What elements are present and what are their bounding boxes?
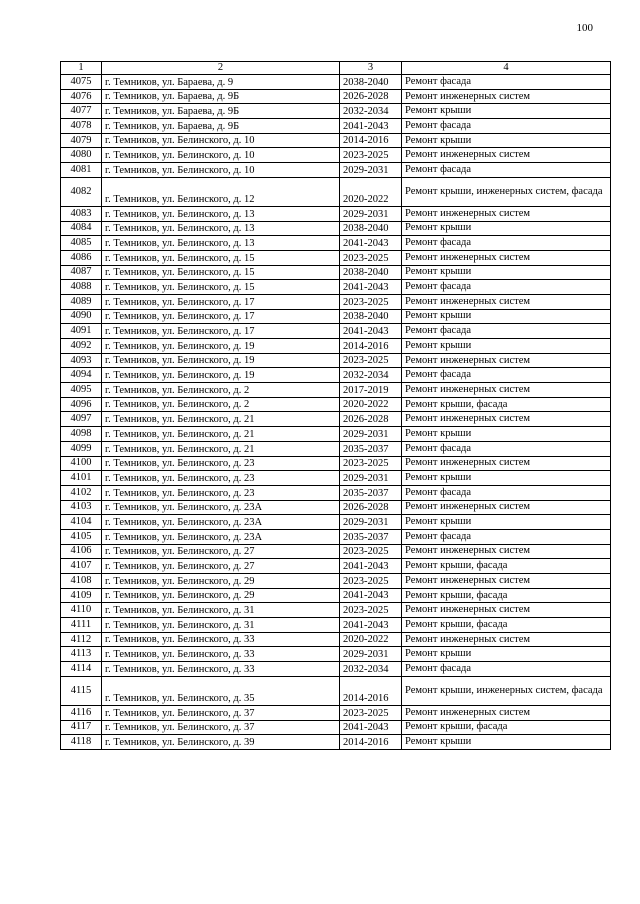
work-type-cell: Ремонт крыши <box>402 515 611 530</box>
table-row <box>61 177 611 206</box>
table-row <box>61 618 611 633</box>
period-cell: 2038-2040 <box>340 265 402 280</box>
row-number-cell: 4107 <box>61 559 102 574</box>
address-cell: г. Темников, ул. Белинского, д. 10 <box>102 148 340 163</box>
row-number-cell: 4095 <box>61 383 102 398</box>
period-cell: 2029-2031 <box>340 647 402 662</box>
table-row <box>61 647 611 662</box>
table-row <box>61 280 611 295</box>
address-cell: г. Темников, ул. Белинского, д. 10 <box>102 163 340 178</box>
period-cell: 2035-2037 <box>340 441 402 456</box>
table-header <box>61 62 611 75</box>
address-cell: г. Темников, ул. Белинского, д. 31 <box>102 618 340 633</box>
work-type-cell: Ремонт фасада <box>402 236 611 251</box>
address-cell: г. Темников, ул. Белинского, д. 2 <box>102 383 340 398</box>
row-number-cell: 4096 <box>61 397 102 412</box>
period-cell: 2038-2040 <box>340 75 402 90</box>
row-number-cell: 4084 <box>61 221 102 236</box>
address-cell: г. Темников, ул. Белинского, д. 37 <box>102 705 340 720</box>
address-cell: г. Темников, ул. Бараева, д. 9Б <box>102 89 340 104</box>
table-row <box>61 471 611 486</box>
row-number-cell: 4089 <box>61 294 102 309</box>
table-row <box>61 662 611 677</box>
row-number-cell: 4081 <box>61 163 102 178</box>
work-type-cell: Ремонт инженерных систем <box>402 206 611 221</box>
work-type-cell: Ремонт крыши <box>402 221 611 236</box>
table-row <box>61 588 611 603</box>
row-number-cell: 4078 <box>61 119 102 134</box>
address-cell: г. Темников, ул. Белинского, д. 23 <box>102 471 340 486</box>
table-row <box>61 485 611 500</box>
work-type-cell: Ремонт крыши <box>402 133 611 148</box>
address-cell: г. Темников, ул. Белинского, д. 19 <box>102 353 340 368</box>
work-type-cell: Ремонт крыши <box>402 471 611 486</box>
work-type-cell: Ремонт фасада <box>402 75 611 90</box>
period-cell: 2041-2043 <box>340 119 402 134</box>
period-cell: 2023-2025 <box>340 250 402 265</box>
period-cell: 2035-2037 <box>340 485 402 500</box>
address-cell: г. Темников, ул. Белинского, д. 15 <box>102 280 340 295</box>
work-type-cell: Ремонт крыши <box>402 104 611 119</box>
work-type-cell: Ремонт крыши <box>402 735 611 750</box>
work-type-cell: Ремонт инженерных систем <box>402 412 611 427</box>
table-row <box>61 574 611 589</box>
row-number-cell: 4076 <box>61 89 102 104</box>
period-cell: 2038-2040 <box>340 309 402 324</box>
table-row <box>61 324 611 339</box>
work-type-cell: Ремонт инженерных систем <box>402 574 611 589</box>
work-type-cell: Ремонт инженерных систем <box>402 603 611 618</box>
row-number-cell: 4100 <box>61 456 102 471</box>
work-type-cell: Ремонт инженерных систем <box>402 705 611 720</box>
period-cell: 2014-2016 <box>340 676 402 705</box>
work-type-cell: Ремонт крыши, фасада <box>402 720 611 735</box>
work-type-cell: Ремонт инженерных систем <box>402 632 611 647</box>
row-number-cell: 4111 <box>61 618 102 633</box>
table-row <box>61 705 611 720</box>
address-cell: г. Темников, ул. Белинского, д. 10 <box>102 133 340 148</box>
work-type-cell: Ремонт крыши, фасада <box>402 559 611 574</box>
period-cell: 2041-2043 <box>340 588 402 603</box>
row-number-cell: 4118 <box>61 735 102 750</box>
period-cell: 2020-2022 <box>340 177 402 206</box>
table-row <box>61 515 611 530</box>
address-cell: г. Темников, ул. Белинского, д. 39 <box>102 735 340 750</box>
period-cell: 2029-2031 <box>340 471 402 486</box>
table-row <box>61 221 611 236</box>
table-row <box>61 89 611 104</box>
row-number-cell: 4092 <box>61 339 102 354</box>
period-cell: 2023-2025 <box>340 603 402 618</box>
work-type-cell: Ремонт инженерных систем <box>402 89 611 104</box>
row-number-cell: 4090 <box>61 309 102 324</box>
work-type-cell: Ремонт инженерных систем <box>402 353 611 368</box>
address-cell: г. Темников, ул. Белинского, д. 23 <box>102 456 340 471</box>
period-cell: 2029-2031 <box>340 163 402 178</box>
row-number-cell: 4112 <box>61 632 102 647</box>
work-type-cell: Ремонт крыши, инженерных систем, фасада <box>402 676 611 705</box>
table-row <box>61 339 611 354</box>
row-number-cell: 4087 <box>61 265 102 280</box>
address-cell: г. Темников, ул. Белинского, д. 13 <box>102 236 340 251</box>
period-cell: 2020-2022 <box>340 397 402 412</box>
address-cell: г. Темников, ул. Белинского, д. 23А <box>102 515 340 530</box>
work-type-cell: Ремонт крыши, фасада <box>402 397 611 412</box>
row-number-cell: 4114 <box>61 662 102 677</box>
table-row <box>61 735 611 750</box>
address-cell: г. Темников, ул. Белинского, д. 27 <box>102 544 340 559</box>
address-cell: г. Темников, ул. Белинского, д. 17 <box>102 309 340 324</box>
period-cell: 2032-2034 <box>340 662 402 677</box>
table-row <box>61 427 611 442</box>
period-cell: 2023-2025 <box>340 148 402 163</box>
period-cell: 2020-2022 <box>340 632 402 647</box>
work-type-cell: Ремонт фасада <box>402 485 611 500</box>
period-cell: 2029-2031 <box>340 515 402 530</box>
address-cell: г. Темников, ул. Белинского, д. 31 <box>102 603 340 618</box>
work-type-cell: Ремонт крыши, инженерных систем, фасада <box>402 177 611 206</box>
header-cell-3: 3 <box>340 62 402 75</box>
period-cell: 2026-2028 <box>340 89 402 104</box>
table-row <box>61 559 611 574</box>
work-type-cell: Ремонт крыши <box>402 339 611 354</box>
period-cell: 2035-2037 <box>340 529 402 544</box>
table-row <box>61 412 611 427</box>
row-number-cell: 4079 <box>61 133 102 148</box>
row-number-cell: 4091 <box>61 324 102 339</box>
address-cell: г. Темников, ул. Белинского, д. 21 <box>102 427 340 442</box>
work-type-cell: Ремонт крыши <box>402 309 611 324</box>
row-number-cell: 4098 <box>61 427 102 442</box>
header-cell-1: 1 <box>61 62 102 75</box>
work-type-cell: Ремонт инженерных систем <box>402 500 611 515</box>
table-row <box>61 383 611 398</box>
table-row <box>61 250 611 265</box>
work-type-cell: Ремонт инженерных систем <box>402 250 611 265</box>
header-row <box>61 62 611 75</box>
work-type-cell: Ремонт фасада <box>402 324 611 339</box>
row-number-cell: 4106 <box>61 544 102 559</box>
page-number: 100 <box>576 22 593 34</box>
table-row <box>61 75 611 90</box>
work-type-cell: Ремонт фасада <box>402 662 611 677</box>
work-type-cell: Ремонт инженерных систем <box>402 294 611 309</box>
row-number-cell: 4083 <box>61 206 102 221</box>
table-row <box>61 133 611 148</box>
work-type-cell: Ремонт фасада <box>402 119 611 134</box>
period-cell: 2023-2025 <box>340 544 402 559</box>
address-cell: г. Темников, ул. Белинского, д. 29 <box>102 574 340 589</box>
period-cell: 2041-2043 <box>340 559 402 574</box>
address-cell: г. Темников, ул. Белинского, д. 23 <box>102 485 340 500</box>
period-cell: 2023-2025 <box>340 574 402 589</box>
period-cell: 2023-2025 <box>340 294 402 309</box>
table-row <box>61 206 611 221</box>
row-number-cell: 4077 <box>61 104 102 119</box>
table-row <box>61 265 611 280</box>
period-cell: 2041-2043 <box>340 618 402 633</box>
row-number-cell: 4116 <box>61 705 102 720</box>
address-cell: г. Темников, ул. Бараева, д. 9 <box>102 75 340 90</box>
work-type-cell: Ремонт фасада <box>402 368 611 383</box>
table-row <box>61 441 611 456</box>
address-cell: г. Темников, ул. Белинского, д. 17 <box>102 294 340 309</box>
row-number-cell: 4109 <box>61 588 102 603</box>
address-cell: г. Темников, ул. Белинского, д. 33 <box>102 647 340 662</box>
period-cell: 2026-2028 <box>340 412 402 427</box>
table-row <box>61 104 611 119</box>
period-cell: 2032-2034 <box>340 104 402 119</box>
period-cell: 2041-2043 <box>340 720 402 735</box>
period-cell: 2023-2025 <box>340 353 402 368</box>
row-number-cell: 4108 <box>61 574 102 589</box>
table-row <box>61 544 611 559</box>
table-row <box>61 353 611 368</box>
table-row <box>61 720 611 735</box>
row-number-cell: 4085 <box>61 236 102 251</box>
table-row <box>61 632 611 647</box>
address-cell: г. Темников, ул. Белинского, д. 21 <box>102 412 340 427</box>
row-number-cell: 4088 <box>61 280 102 295</box>
address-cell: г. Темников, ул. Белинского, д. 23А <box>102 500 340 515</box>
work-type-cell: Ремонт инженерных систем <box>402 383 611 398</box>
address-cell: г. Темников, ул. Белинского, д. 37 <box>102 720 340 735</box>
address-cell: г. Темников, ул. Бараева, д. 9Б <box>102 119 340 134</box>
row-number-cell: 4103 <box>61 500 102 515</box>
work-type-cell: Ремонт инженерных систем <box>402 148 611 163</box>
period-cell: 2032-2034 <box>340 368 402 383</box>
table-row <box>61 163 611 178</box>
address-cell: г. Темников, ул. Белинского, д. 13 <box>102 221 340 236</box>
work-type-cell: Ремонт инженерных систем <box>402 456 611 471</box>
period-cell: 2023-2025 <box>340 456 402 471</box>
row-number-cell: 4097 <box>61 412 102 427</box>
period-cell: 2014-2016 <box>340 339 402 354</box>
period-cell: 2026-2028 <box>340 500 402 515</box>
row-number-cell: 4115 <box>61 676 102 705</box>
period-cell: 2017-2019 <box>340 383 402 398</box>
period-cell: 2038-2040 <box>340 221 402 236</box>
period-cell: 2014-2016 <box>340 133 402 148</box>
table-row <box>61 500 611 515</box>
work-type-cell: Ремонт инженерных систем <box>402 544 611 559</box>
row-number-cell: 4075 <box>61 75 102 90</box>
row-number-cell: 4102 <box>61 485 102 500</box>
address-cell: г. Темников, ул. Бараева, д. 9Б <box>102 104 340 119</box>
table-row <box>61 397 611 412</box>
row-number-cell: 4101 <box>61 471 102 486</box>
address-cell: г. Темников, ул. Белинского, д. 21 <box>102 441 340 456</box>
header-cell-4: 4 <box>402 62 611 75</box>
address-cell: г. Темников, ул. Белинского, д. 19 <box>102 368 340 383</box>
header-cell-2: 2 <box>102 62 340 75</box>
table-row <box>61 456 611 471</box>
work-type-cell: Ремонт фасада <box>402 529 611 544</box>
row-number-cell: 4094 <box>61 368 102 383</box>
work-type-cell: Ремонт крыши, фасада <box>402 618 611 633</box>
address-cell: г. Темников, ул. Белинского, д. 27 <box>102 559 340 574</box>
work-type-cell: Ремонт крыши <box>402 427 611 442</box>
table-row <box>61 676 611 705</box>
period-cell: 2041-2043 <box>340 280 402 295</box>
address-cell: г. Темников, ул. Белинского, д. 19 <box>102 339 340 354</box>
work-type-cell: Ремонт фасада <box>402 163 611 178</box>
repair-schedule-table <box>60 61 611 750</box>
work-type-cell: Ремонт крыши <box>402 647 611 662</box>
period-cell: 2041-2043 <box>340 324 402 339</box>
row-number-cell: 4117 <box>61 720 102 735</box>
table-row <box>61 529 611 544</box>
address-cell: г. Темников, ул. Белинского, д. 15 <box>102 265 340 280</box>
work-type-cell: Ремонт крыши <box>402 265 611 280</box>
address-cell: г. Темников, ул. Белинского, д. 2 <box>102 397 340 412</box>
row-number-cell: 4105 <box>61 529 102 544</box>
address-cell: г. Темников, ул. Белинского, д. 13 <box>102 206 340 221</box>
period-cell: 2023-2025 <box>340 705 402 720</box>
work-type-cell: Ремонт фасада <box>402 280 611 295</box>
address-cell: г. Темников, ул. Белинского, д. 33 <box>102 632 340 647</box>
table-row <box>61 309 611 324</box>
row-number-cell: 4110 <box>61 603 102 618</box>
table-body <box>61 75 611 750</box>
row-number-cell: 4099 <box>61 441 102 456</box>
row-number-cell: 4093 <box>61 353 102 368</box>
address-cell: г. Темников, ул. Белинского, д. 23А <box>102 529 340 544</box>
address-cell: г. Темников, ул. Белинского, д. 12 <box>102 177 340 206</box>
table-row <box>61 294 611 309</box>
row-number-cell: 4080 <box>61 148 102 163</box>
table-row <box>61 148 611 163</box>
address-cell: г. Темников, ул. Белинского, д. 33 <box>102 662 340 677</box>
row-number-cell: 4113 <box>61 647 102 662</box>
period-cell: 2029-2031 <box>340 206 402 221</box>
address-cell: г. Темников, ул. Белинского, д. 15 <box>102 250 340 265</box>
row-number-cell: 4104 <box>61 515 102 530</box>
period-cell: 2041-2043 <box>340 236 402 251</box>
work-type-cell: Ремонт фасада <box>402 441 611 456</box>
table-row <box>61 603 611 618</box>
address-cell: г. Темников, ул. Белинского, д. 29 <box>102 588 340 603</box>
period-cell: 2029-2031 <box>340 427 402 442</box>
address-cell: г. Темников, ул. Белинского, д. 35 <box>102 676 340 705</box>
address-cell: г. Темников, ул. Белинского, д. 17 <box>102 324 340 339</box>
row-number-cell: 4086 <box>61 250 102 265</box>
table-row <box>61 119 611 134</box>
table-row <box>61 236 611 251</box>
table-row <box>61 368 611 383</box>
row-number-cell: 4082 <box>61 177 102 206</box>
work-type-cell: Ремонт крыши, фасада <box>402 588 611 603</box>
period-cell: 2014-2016 <box>340 735 402 750</box>
